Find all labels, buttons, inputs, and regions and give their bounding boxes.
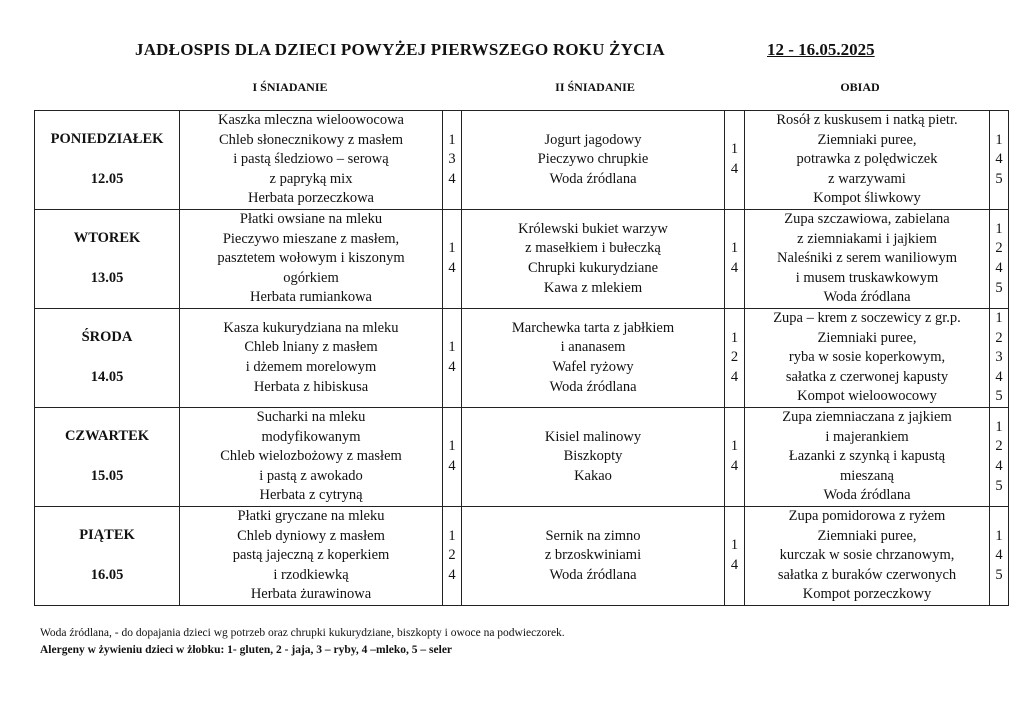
lunch-line: Ziemniaki puree, bbox=[817, 527, 917, 544]
breakfast2-line: Biszkopty bbox=[563, 448, 623, 465]
allergen-code: 1 bbox=[730, 537, 739, 554]
breakfast2-allergens-cell bbox=[725, 507, 745, 606]
column-header-lunch: OBIAD bbox=[840, 80, 880, 94]
breakfast1-line: Herbata żurawinowa bbox=[250, 586, 372, 603]
lunch-line: sałatka z buraków czerwonych bbox=[777, 566, 957, 583]
lunch-cell bbox=[745, 408, 990, 507]
breakfast2-allergens-cell bbox=[725, 111, 745, 210]
day-cell bbox=[35, 507, 180, 606]
breakfast1-line: Płatki gryczane na mleku bbox=[237, 508, 385, 525]
allergen-code: 1 bbox=[448, 131, 456, 148]
breakfast2-line: Marchewka tarta z jabłkiem bbox=[511, 319, 675, 336]
lunch-line: Woda źródlana bbox=[823, 487, 911, 504]
lunch-line: Kompot porzeczkowy bbox=[802, 586, 932, 603]
day-row bbox=[35, 111, 1009, 210]
allergen-code: 4 bbox=[995, 547, 1003, 564]
lunch-line: Naleśniki z serem waniliowym bbox=[777, 250, 957, 267]
allergen-code: 2 bbox=[448, 547, 456, 564]
breakfast2-cell bbox=[462, 408, 725, 507]
lunch-line: mieszaną bbox=[840, 467, 894, 484]
allergen-code: 2 bbox=[995, 329, 1003, 346]
allergen-code: 1 bbox=[995, 131, 1003, 148]
lunch-line: Łazanki z szynką i kapustą bbox=[788, 448, 946, 465]
column-header-breakfast2: II ŚNIADANIE bbox=[555, 80, 635, 94]
breakfast1-line: Chleb lniany z masłem bbox=[244, 339, 378, 356]
breakfast1-line: Herbata z cytryną bbox=[259, 487, 363, 504]
allergen-code: 4 bbox=[730, 458, 739, 474]
allergen-code: 4 bbox=[730, 260, 739, 276]
breakfast2-line: Sernik na zimno bbox=[545, 527, 641, 544]
allergen-code: 1 bbox=[448, 240, 456, 257]
breakfast1-allergens-cell bbox=[443, 309, 462, 408]
lunch-line: i musem truskawkowym bbox=[795, 269, 939, 286]
breakfast2-line: Kisiel malinowy bbox=[544, 428, 642, 445]
allergen-code: 4 bbox=[730, 557, 739, 573]
menu-table-body bbox=[35, 111, 1009, 606]
day-date: 16.05 bbox=[90, 567, 124, 583]
lunch-allergens-cell bbox=[990, 507, 1009, 606]
lunch-line: Zupa szczawiowa, zabielana bbox=[784, 211, 950, 228]
lunch-line: Woda źródlana bbox=[823, 289, 911, 306]
allergen-code: 1 bbox=[730, 240, 739, 257]
day-cell bbox=[35, 408, 180, 507]
lunch-line: Zupa – krem z soczewicy z gr.p. bbox=[773, 310, 961, 327]
allergen-code: 2 bbox=[995, 438, 1003, 455]
breakfast1-cell bbox=[180, 507, 443, 606]
allergen-code: 1 bbox=[730, 141, 739, 158]
menu-table bbox=[34, 110, 1009, 606]
allergen-code: 1 bbox=[995, 310, 1003, 327]
lunch-line: Ziemniaki puree, bbox=[817, 131, 917, 148]
breakfast1-cell bbox=[180, 408, 443, 507]
footnote: Woda źródlana, - do dopajania dzieci wg potrzeb oraz chrupki kukurydziane, biszkopty i owoce na podwieczorek. bbox=[40, 627, 565, 639]
breakfast2-line: Woda źródlana bbox=[549, 378, 637, 395]
day-cell bbox=[35, 309, 180, 408]
lunch-allergens-cell bbox=[990, 309, 1009, 408]
breakfast1-cell bbox=[180, 111, 443, 210]
lunch-line: Kompot wieloowocowy bbox=[797, 388, 937, 405]
breakfast1-cell bbox=[180, 210, 443, 309]
breakfast2-allergens-cell bbox=[725, 408, 745, 507]
day-name: ŚRODA bbox=[81, 329, 133, 346]
date-range: 12 - 16.05.2025 bbox=[767, 40, 875, 59]
lunch-line: potrawka z polędwiczek bbox=[796, 151, 938, 168]
allergen-code: 5 bbox=[995, 279, 1003, 296]
day-name: CZWARTEK bbox=[64, 428, 150, 445]
lunch-line: Kompot śliwkowy bbox=[813, 190, 921, 207]
allergen-code: 1 bbox=[730, 329, 739, 346]
allergen-code: 4 bbox=[995, 151, 1003, 168]
breakfast1-line: i pastą z awokado bbox=[259, 467, 363, 484]
breakfast2-cell bbox=[462, 111, 725, 210]
day-date: 15.05 bbox=[90, 468, 124, 484]
allergen-code: 4 bbox=[448, 566, 456, 583]
breakfast2-line: Kawa z mlekiem bbox=[543, 279, 643, 296]
allergen-code: 1 bbox=[995, 527, 1003, 544]
allergens-legend: Alergeny w żywieniu dzieci w żłobku: 1- gluten, 2 - jaja, 3 – ryby, 4 –mleko, 5 – seler bbox=[40, 644, 453, 656]
day-name: PIĄTEK bbox=[79, 527, 135, 544]
breakfast1-line: pastą jajeczną z koperkiem bbox=[232, 547, 390, 564]
breakfast1-line: i rzodkiewką bbox=[273, 566, 349, 583]
allergen-code: 3 bbox=[995, 349, 1003, 366]
allergen-code: 4 bbox=[448, 260, 456, 276]
breakfast2-cell bbox=[462, 210, 725, 309]
breakfast1-line: i dżemem morelowym bbox=[245, 359, 377, 375]
lunch-allergens-cell bbox=[990, 408, 1009, 507]
allergen-code: 4 bbox=[995, 368, 1003, 385]
breakfast2-cell bbox=[462, 309, 725, 408]
breakfast2-line: Wafel ryżowy bbox=[552, 359, 634, 375]
lunch-line: Ziemniaki puree, bbox=[817, 329, 917, 346]
allergen-code: 1 bbox=[448, 438, 456, 455]
allergen-code: 1 bbox=[448, 527, 456, 544]
breakfast2-line: z masełkiem i bułeczką bbox=[525, 240, 661, 257]
allergen-code: 1 bbox=[995, 220, 1003, 237]
allergen-code: 1 bbox=[995, 418, 1003, 435]
allergen-code: 5 bbox=[995, 477, 1003, 494]
breakfast1-line: Kasza kukurydziana na mleku bbox=[223, 319, 399, 336]
allergen-code: 4 bbox=[448, 359, 456, 375]
allergen-code: 4 bbox=[730, 368, 739, 385]
lunch-cell bbox=[745, 507, 990, 606]
breakfast1-allergens-cell bbox=[443, 408, 462, 507]
breakfast2-line: i ananasem bbox=[560, 339, 626, 356]
day-name: WTOREK bbox=[73, 230, 141, 247]
day-cell bbox=[35, 111, 180, 210]
breakfast2-line: Woda źródlana bbox=[549, 170, 637, 187]
column-header-breakfast1: I ŚNIADANIE bbox=[252, 80, 328, 94]
breakfast1-line: Herbata z hibiskusa bbox=[253, 378, 369, 395]
allergen-code: 1 bbox=[448, 339, 456, 356]
lunch-cell bbox=[745, 309, 990, 408]
breakfast2-cell bbox=[462, 507, 725, 606]
breakfast1-line: Sucharki na mleku bbox=[256, 409, 366, 426]
breakfast2-line: Pieczywo chrupkie bbox=[537, 151, 649, 168]
day-row bbox=[35, 408, 1009, 507]
breakfast1-line: i pastą śledziowo – serową bbox=[233, 151, 389, 168]
breakfast1-cell bbox=[180, 309, 443, 408]
allergen-code: 4 bbox=[995, 458, 1003, 474]
breakfast2-line: Chrupki kukurydziane bbox=[527, 260, 659, 276]
breakfast1-line: Herbata porzeczkowa bbox=[248, 190, 374, 207]
allergen-code: 5 bbox=[995, 566, 1003, 583]
day-date: 14.05 bbox=[90, 369, 124, 385]
day-date: 12.05 bbox=[90, 171, 124, 187]
day-row bbox=[35, 210, 1009, 309]
breakfast2-line: Jogurt jagodowy bbox=[544, 131, 642, 148]
breakfast1-line: Chleb słonecznikowy z masłem bbox=[218, 131, 404, 148]
breakfast1-line: Chleb wielozbożowy z masłem bbox=[220, 448, 402, 465]
allergen-code: 5 bbox=[995, 170, 1003, 187]
page-title: JADŁOSPIS DLA DZIECI POWYŻEJ PIERWSZEGO ROKU ŻYCIA bbox=[135, 40, 665, 59]
allergen-code: 2 bbox=[995, 240, 1003, 257]
day-row bbox=[35, 507, 1009, 606]
lunch-line: ryba w sosie koperkowym, bbox=[788, 349, 946, 366]
lunch-cell bbox=[745, 111, 990, 210]
allergen-code: 3 bbox=[448, 151, 456, 168]
allergen-code: 4 bbox=[730, 161, 739, 177]
document-header bbox=[0, 40, 1024, 64]
allergen-code: 4 bbox=[448, 458, 456, 474]
allergen-code: 5 bbox=[995, 388, 1003, 405]
allergen-code: 4 bbox=[448, 170, 456, 187]
breakfast1-line: Kaszka mleczna wieloowocowa bbox=[217, 112, 404, 129]
breakfast2-allergens-cell bbox=[725, 309, 745, 408]
lunch-line: Rosół z kuskusem i natką pietr. bbox=[776, 112, 958, 129]
lunch-line: i majerankiem bbox=[825, 428, 909, 445]
lunch-cell bbox=[745, 210, 990, 309]
day-date: 13.05 bbox=[90, 270, 124, 286]
breakfast1-line: ogórkiem bbox=[283, 269, 339, 286]
day-name: PONIEDZIAŁEK bbox=[50, 131, 164, 148]
allergen-code: 2 bbox=[730, 349, 739, 366]
lunch-line: Zupa ziemniaczana z jajkiem bbox=[782, 409, 952, 426]
breakfast1-line: modyfikowanym bbox=[261, 428, 361, 445]
lunch-allergens-cell bbox=[990, 210, 1009, 309]
breakfast1-line: Chleb dyniowy z masłem bbox=[237, 527, 385, 544]
breakfast1-allergens-cell bbox=[443, 210, 462, 309]
breakfast2-line: Woda źródlana bbox=[549, 566, 637, 583]
day-cell bbox=[35, 210, 180, 309]
breakfast1-line: Pieczywo mieszane z masłem, bbox=[222, 230, 400, 247]
lunch-line: z warzywami bbox=[828, 170, 906, 187]
breakfast1-line: Płatki owsiane na mleku bbox=[239, 211, 383, 228]
breakfast1-allergens-cell bbox=[443, 507, 462, 606]
breakfast1-line: pasztetem wołowym i kiszonym bbox=[217, 250, 405, 267]
breakfast2-line: Królewski bukiet warzyw bbox=[518, 220, 668, 237]
lunch-allergens-cell bbox=[990, 111, 1009, 210]
breakfast2-allergens-cell bbox=[725, 210, 745, 309]
lunch-line: sałatka z czerwonej kapusty bbox=[785, 368, 949, 385]
breakfast2-line: z brzoskwiniami bbox=[544, 547, 642, 564]
breakfast1-line: z papryką mix bbox=[269, 170, 353, 187]
lunch-line: kurczak w sosie chrzanowym, bbox=[779, 547, 955, 564]
allergen-code: 1 bbox=[730, 438, 739, 455]
breakfast1-line: Herbata rumiankowa bbox=[250, 289, 372, 306]
allergen-code: 4 bbox=[995, 260, 1003, 276]
breakfast1-allergens-cell bbox=[443, 111, 462, 210]
lunch-line: z ziemniakami i jajkiem bbox=[797, 230, 937, 247]
lunch-line: Zupa pomidorowa z ryżem bbox=[788, 508, 946, 525]
day-row bbox=[35, 309, 1009, 408]
breakfast2-line: Kakao bbox=[574, 467, 612, 484]
